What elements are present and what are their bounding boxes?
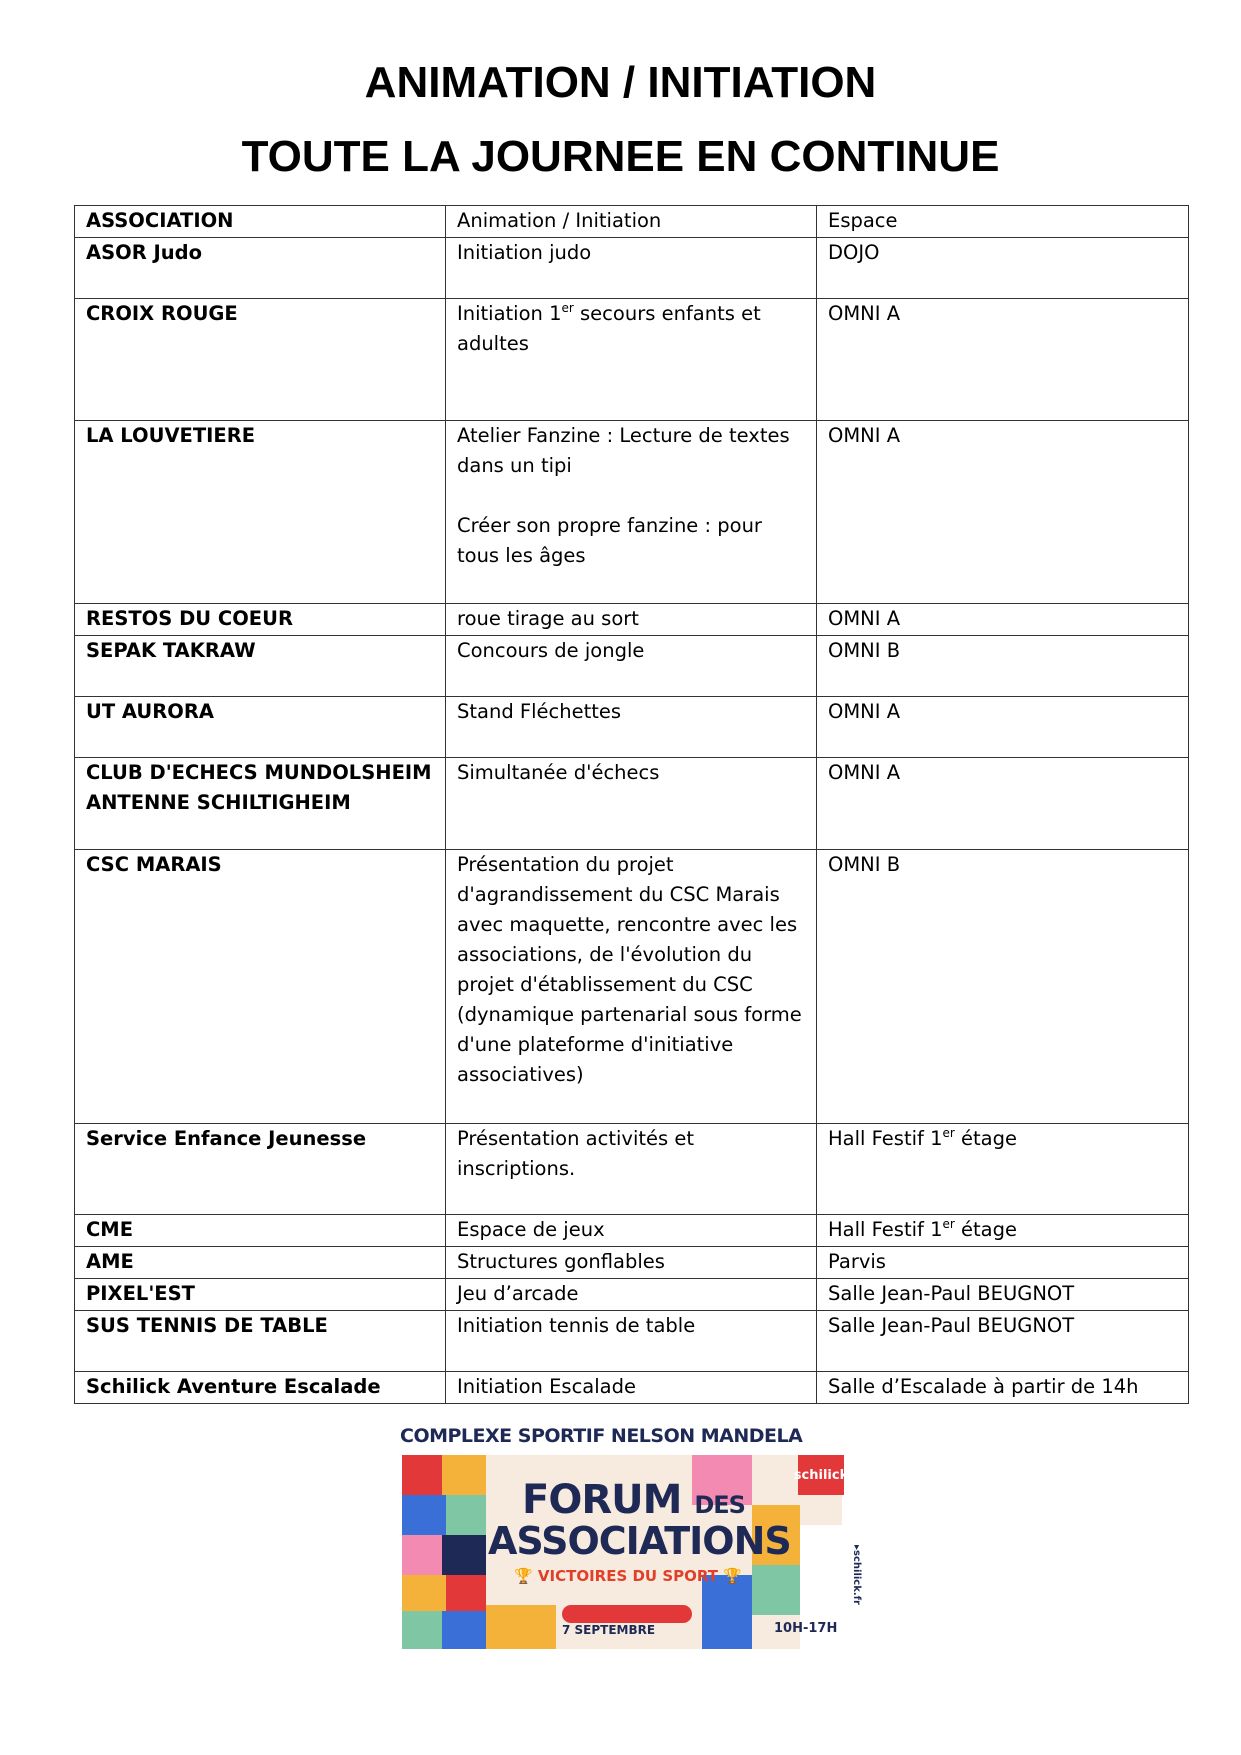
- association-name: CME: [75, 1215, 446, 1247]
- space: OMNI A: [817, 697, 1189, 758]
- associations-table: [74, 205, 1189, 1404]
- poster-date: 7 SEPTEMBRE: [562, 1623, 656, 1637]
- poster-subtitle: 🏆 VICTOIRES DU SPORT 🏆: [514, 1567, 742, 1585]
- poster-hours: 10H-17H: [774, 1621, 838, 1636]
- table-row: [75, 1247, 1189, 1279]
- space: OMNI A: [817, 758, 1189, 850]
- association-name: LA LOUVETIERE: [75, 421, 446, 604]
- poster-title: FORUM DES: [522, 1477, 745, 1523]
- activity: Présentation du projet d'agrandissement du CSC Marais avec maquette, rencontre avec les associations, de l'évolution du projet d'établissement du CSC (dynamique partenarial sous forme d'une plateforme d'initiative associatives): [446, 850, 817, 1124]
- space: Parvis: [817, 1247, 1189, 1279]
- association-name: SEPAK TAKRAW: [75, 636, 446, 697]
- association-name: PIXEL'EST: [75, 1279, 446, 1311]
- activity: Structures gonflables: [446, 1247, 817, 1279]
- activity: Stand Fléchettes: [446, 697, 817, 758]
- table-row: [75, 850, 1189, 1124]
- table-row: [75, 1279, 1189, 1311]
- association-name: Service Enfance Jeunesse: [75, 1124, 446, 1215]
- space: Salle Jean-Paul BEUGNOT: [817, 1311, 1189, 1372]
- poster-artwork: [402, 1455, 842, 1649]
- activity: Simultanée d'échecs: [446, 758, 817, 850]
- table-row: [75, 697, 1189, 758]
- space: OMNI A: [817, 299, 1189, 421]
- activity: Espace de jeux: [446, 1215, 817, 1247]
- activity: Initiation tennis de table: [446, 1311, 817, 1372]
- activity: roue tirage au sort: [446, 604, 817, 636]
- activity: Concours de jongle: [446, 636, 817, 697]
- space: Salle d’Escalade à partir de 14h: [817, 1372, 1189, 1404]
- association-name: CROIX ROUGE: [75, 299, 446, 421]
- space: OMNI B: [817, 636, 1189, 697]
- space: OMNI B: [817, 850, 1189, 1124]
- page-subtitle: TOUTE LA JOURNEE EN CONTINUE: [241, 132, 1000, 181]
- poster-title-associations: ASSOCIATIONS: [488, 1519, 791, 1563]
- table-row: [75, 1215, 1189, 1247]
- activity: Jeu d’arcade: [446, 1279, 817, 1311]
- association-name: SUS TENNIS DE TABLE: [75, 1311, 446, 1372]
- association-name: RESTOS DU COEUR: [75, 604, 446, 636]
- association-name: ASOR Judo: [75, 238, 446, 299]
- activity: Initiation judo: [446, 238, 817, 299]
- association-name: UT AURORA: [75, 697, 446, 758]
- header-association: ASSOCIATION: [75, 206, 446, 238]
- table-row: [75, 1311, 1189, 1372]
- space: Hall Festif 1er étage: [817, 1215, 1189, 1247]
- association-name: CSC MARAIS: [75, 850, 446, 1124]
- poster-website: ▸schilick.fr: [851, 1545, 862, 1605]
- activity: Initiation 1er secours enfants et adultes: [446, 299, 817, 421]
- space: Hall Festif 1er étage: [817, 1124, 1189, 1215]
- header-space: Espace: [817, 206, 1189, 238]
- forum-poster: [400, 1425, 870, 1665]
- table-row: [75, 1124, 1189, 1215]
- space: Salle Jean-Paul BEUGNOT: [817, 1279, 1189, 1311]
- table-row: [75, 421, 1189, 604]
- activity: Atelier Fanzine : Lecture de textes dans un tipi Créer son propre fanzine : pour tous les âges: [446, 421, 817, 604]
- table-row: [75, 604, 1189, 636]
- association-name: CLUB D'ECHECS MUNDOLSHEIM ANTENNE SCHILTIGHEIM: [75, 758, 446, 850]
- table-header-row: [75, 206, 1189, 238]
- space: OMNI A: [817, 421, 1189, 604]
- table-row: [75, 758, 1189, 850]
- page-title: ANIMATION / INITIATION: [364, 58, 877, 107]
- table-row: [75, 299, 1189, 421]
- table-row: [75, 636, 1189, 697]
- space: DOJO: [817, 238, 1189, 299]
- association-name: Schilick Aventure Escalade: [75, 1372, 446, 1404]
- table-row: [75, 1372, 1189, 1404]
- table-row: [75, 238, 1189, 299]
- space: OMNI A: [817, 604, 1189, 636]
- header-activity: Animation / Initiation: [446, 206, 817, 238]
- activity: Présentation activités et inscriptions.: [446, 1124, 817, 1215]
- association-name: AME: [75, 1247, 446, 1279]
- schilick-logo: schilick: [798, 1455, 844, 1495]
- activity: Initiation Escalade: [446, 1372, 817, 1404]
- poster-venue: COMPLEXE SPORTIF NELSON MANDELA: [400, 1425, 803, 1447]
